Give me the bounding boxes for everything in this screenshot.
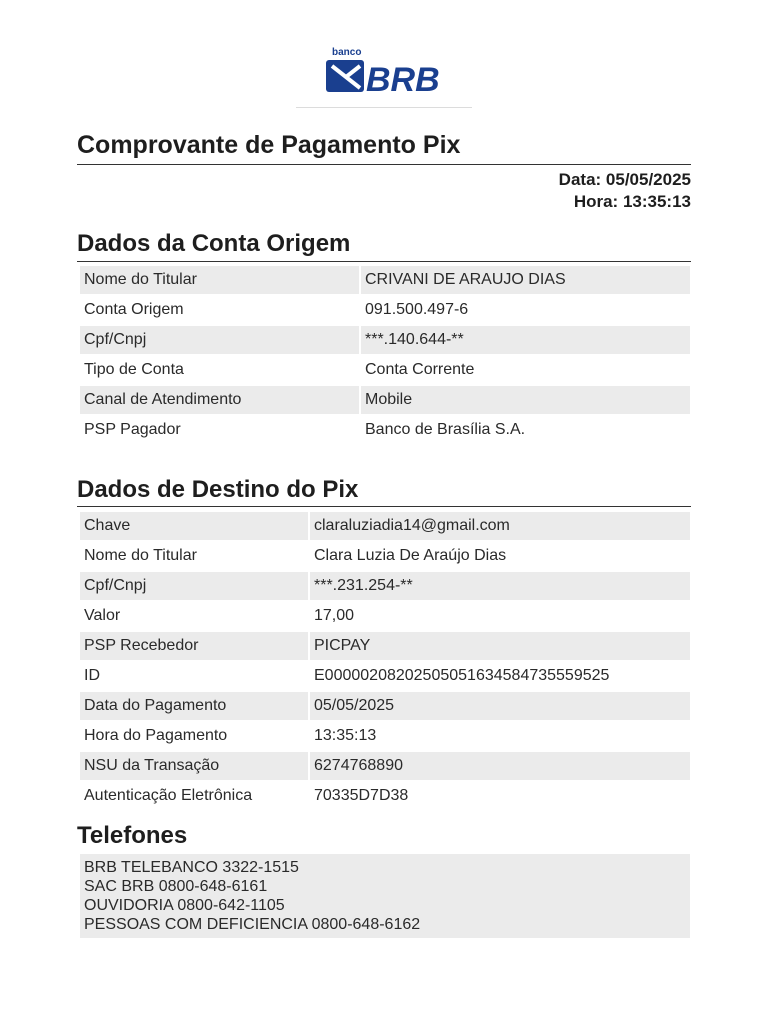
row-label: Cpf/Cnpj <box>80 572 308 600</box>
row-label: NSU da Transação <box>80 752 308 780</box>
row-value: Clara Luzia De Araújo Dias <box>314 547 507 564</box>
row-label: Tipo de Conta <box>84 361 184 378</box>
table-row <box>80 782 690 810</box>
row-label: Autenticação Eletrônica <box>84 787 253 804</box>
row-label: Chave <box>80 512 308 540</box>
table-row <box>80 572 690 600</box>
brb-logo-mark <box>326 44 444 96</box>
row-value: E00000208202505051634584735559525 <box>314 667 610 684</box>
row-label: PSP Pagador <box>84 421 181 438</box>
logo-brand-text: BRB <box>366 61 440 96</box>
table-row <box>80 356 690 384</box>
brb-logo <box>296 44 472 110</box>
row-value: ***.140.644-** <box>359 326 690 354</box>
phone-line: OUVIDORIA 0800-642-1105 <box>84 897 285 914</box>
row-label: Conta Origem <box>84 301 184 318</box>
row-value: claraluziadia14@gmail.com <box>308 512 690 540</box>
origin-section-divider <box>77 261 691 262</box>
table-row <box>80 602 690 630</box>
row-value: PICPAY <box>308 632 690 660</box>
document-meta <box>559 169 691 213</box>
row-label: Data do Pagamento <box>80 692 308 720</box>
row-label: Valor <box>84 607 121 624</box>
table-row <box>80 512 690 540</box>
origin-section-title: Dados da Conta Origem <box>77 230 351 257</box>
row-value: 17,00 <box>314 607 355 624</box>
row-value: 091.500.497-6 <box>365 301 469 318</box>
row-label: PSP Recebedor <box>80 632 308 660</box>
table-row <box>80 752 690 780</box>
table-row <box>80 296 690 324</box>
row-value: 6274768890 <box>308 752 690 780</box>
phone-line: BRB TELEBANCO 3322-1515 <box>84 859 299 876</box>
table-row <box>80 632 690 660</box>
row-label: ID <box>84 667 100 684</box>
table-row <box>80 416 690 444</box>
logo-divider <box>296 107 472 108</box>
destination-table <box>80 510 690 812</box>
row-label: Hora do Pagamento <box>84 727 228 744</box>
phone-line: SAC BRB 0800-648-6161 <box>84 878 268 895</box>
table-row <box>80 722 690 750</box>
row-label: Nome do Titular <box>80 266 359 294</box>
table-row <box>80 542 690 570</box>
table-row <box>80 386 690 414</box>
title-divider <box>77 164 691 165</box>
phones-box <box>80 854 690 938</box>
row-label: Cpf/Cnpj <box>80 326 359 354</box>
document-title: Comprovante de Pagamento Pix <box>77 131 461 159</box>
origin-table <box>80 264 690 446</box>
destination-section-title: Dados de Destino do Pix <box>77 476 359 503</box>
row-value: Mobile <box>359 386 690 414</box>
row-label: Canal de Atendimento <box>80 386 359 414</box>
document-date: Data: 05/05/2025 <box>558 170 691 189</box>
phones-section-title: Telefones <box>77 822 188 849</box>
row-value: 13:35:13 <box>314 727 377 744</box>
table-row <box>80 692 690 720</box>
row-label: Nome do Titular <box>84 547 197 564</box>
row-value: Banco de Brasília S.A. <box>365 421 526 438</box>
table-row <box>80 266 690 294</box>
row-value: 05/05/2025 <box>308 692 690 720</box>
row-value: Conta Corrente <box>365 361 475 378</box>
phone-line: PESSOAS COM DEFICIENCIA 0800-648-6162 <box>84 916 421 933</box>
row-value: 70335D7D38 <box>314 787 409 804</box>
document-time: Hora: 13:35:13 <box>573 192 691 211</box>
logo-small-text: banco <box>332 47 362 58</box>
row-value: CRIVANI DE ARAUJO DIAS <box>359 266 690 294</box>
table-row <box>80 662 690 690</box>
row-value: ***.231.254-** <box>308 572 690 600</box>
destination-section-divider <box>77 506 691 507</box>
table-row <box>80 326 690 354</box>
